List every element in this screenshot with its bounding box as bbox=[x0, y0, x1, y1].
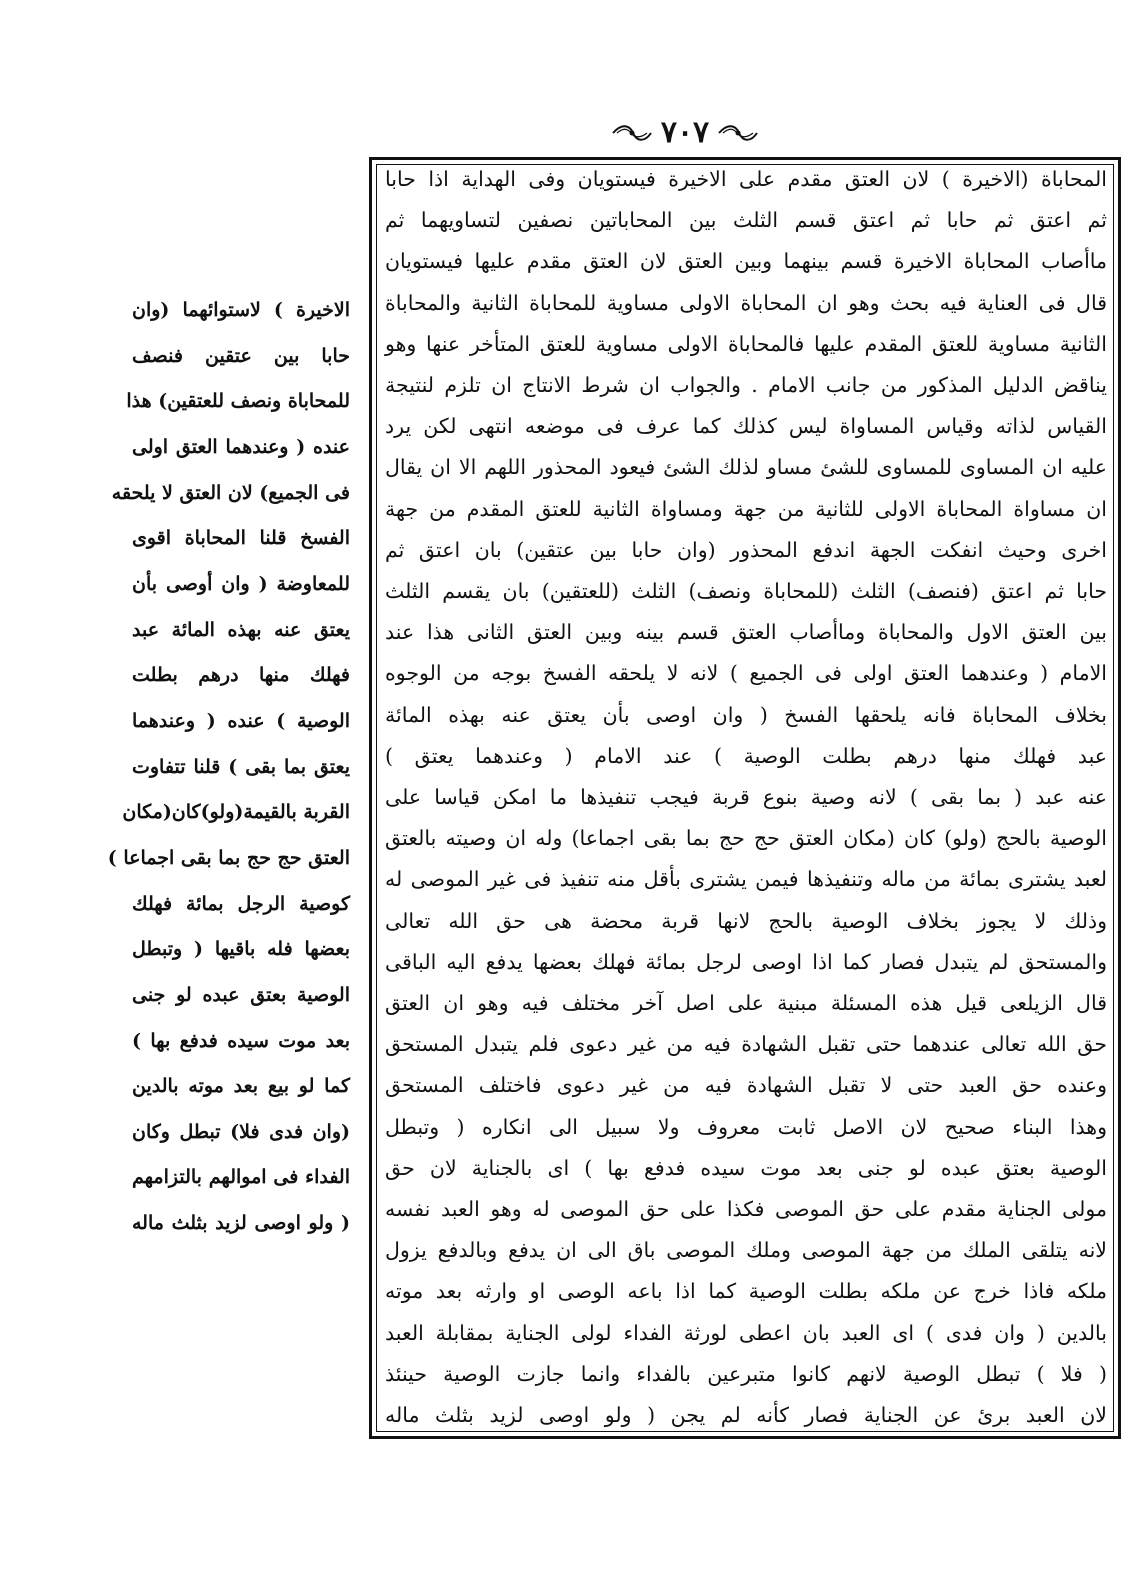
main-text-line: حق الله تعالى عندهما حتى تقبل الشهادة فيه من غير دعوى فلم يتبدل المستحق bbox=[385, 1032, 1107, 1057]
margin-text-line: الوصية بعتق عبده لو جنى bbox=[132, 983, 350, 1006]
main-text-line: اخرى وحيث انفكت الجهة اندفع المحذور (وان حابا بين عتقين) بان اعتق ثم bbox=[385, 537, 1107, 562]
main-text-line: الوصية بالحج (ولو) كان (مكان العتق حج حج بما بقى اجماعا) وله ان وصيته بالعتق bbox=[385, 826, 1107, 851]
main-text-line: والمستحق لم يتبدل فصار كما اذا اوصى لرجل بمائة فهلك بعضها يدفع اليه الباقى bbox=[385, 949, 1107, 974]
page-number: ٧٠٧ bbox=[660, 115, 710, 150]
main-text-line: بخلاف المحاباة فانه يلحقها الفسخ ( وان اوصى بأن يعتق عنه بهذه المائة bbox=[385, 702, 1107, 727]
main-text-line: عنه عبد ( بما بقى ) لانه وصية بنوع قربة فيجب تنفيذها ما امكن قياسا على bbox=[385, 785, 1107, 810]
main-text-line: ثم اعتق ثم حابا ثم اعتق قسم الثلث بين المحاباتين نصفين لتساويهما ثم bbox=[385, 208, 1107, 233]
main-text-line: بالدين ( وان فدى ) اى العبد بان اعطى لورثة الفداء لولى الجناية بمقابلة العبد bbox=[385, 1320, 1107, 1345]
margin-text-line: كوصية الرجل بمائة فهلك bbox=[132, 892, 350, 915]
margin-text-line: بعد موت سيده فدفع بها ) bbox=[132, 1029, 350, 1052]
main-text-line: الامام ( وعندهما العتق اولى فى الجميع ) لانه لا يلحقه الفسخ بوجه من الوجوه bbox=[385, 661, 1107, 686]
margin-text-line: فهلك منها درهم بطلت bbox=[132, 664, 350, 687]
main-text-line: وذلك لا يجوز بخلاف الوصية بالحج لانها قربة محضة هى حق الله تعالى bbox=[385, 908, 1107, 933]
margin-text-line: عنده ( وعندهما العتق اولى bbox=[132, 435, 350, 458]
main-text-line: القياس لذاته وقياس المساواة ليس كذلك كما عرف فى موضعه انتهى لكن يرد bbox=[385, 414, 1107, 439]
main-text-line: المحاباة (الاخيرة ) لان العتق مقدم على الاخيرة فيستويان وفى الهداية اذا حابا bbox=[385, 167, 1107, 191]
margin-text-line: للمعاوضة ( وان أوصى بأن bbox=[132, 572, 350, 595]
margin-text-body bbox=[107, 299, 350, 1235]
margin-text-line: فى الجميع) لان العتق لا يلحقه bbox=[111, 481, 350, 504]
main-text-line: ملكه فاذا خرج عن ملكه بطلت الوصية كما اذا باعه الوصى او وارثه بعد موته bbox=[385, 1279, 1107, 1304]
main-text-line: بين العتق الاول والمحاباة وماأصاب العتق قسم بينه وبين العتق الثانى هذا عند bbox=[385, 620, 1107, 645]
main-text-line: لعبد يشترى بمائة من ماله وتنفيذها فيمن يشترى بأقل منه تنفيذ فى غير الموصى له bbox=[385, 867, 1107, 892]
margin-text-line: الفسخ قلنا المحاباة اقوى bbox=[132, 527, 350, 550]
margin-text-line: يعتق عنه بهذه المائة عبد bbox=[132, 618, 350, 641]
main-text-line: لان العبد برئ عن الجناية فصار كأنه لم يجن ( ولو اوصى لزيد بثلث ماله bbox=[385, 1403, 1107, 1428]
margin-text-line: الفداء فى اموالهم بالتزامهم bbox=[132, 1166, 350, 1189]
main-text-body bbox=[385, 168, 1107, 1428]
main-text-line: وعنده حق العبد حتى لا تقبل الشهادة فيه من غير دعوى فاختلف المستحق bbox=[385, 1073, 1107, 1098]
margin-text-line: العتق حج حج بما بقى اجماعا ) bbox=[107, 846, 350, 869]
margin-text-line: ( ولو اوصى لزيد بثلث ماله bbox=[132, 1212, 350, 1235]
margin-text-line: الاخيرة ) لاستوائهما (وان bbox=[132, 299, 350, 321]
margin-text-line: حابا بين عتقين فنصف bbox=[132, 344, 350, 367]
main-text-line: الوصية بعتق عبده لو جنى بعد موت سيده فدفع بها ) اى بالجناية لان حق bbox=[385, 1155, 1107, 1180]
main-text-line: ( فلا ) تبطل الوصية لانهم كانوا متبرعين بالفداء وانما جازت الوصية حينئذ bbox=[385, 1361, 1107, 1386]
main-text-line: ماأصاب المحاباة الاخيرة قسم بينهما وبين العتق لان العتق مقدم عليها فيستويان bbox=[385, 249, 1107, 274]
main-text-line: وهذا البناء صحيح لان الاصل ثابت معروف ولا سبيل الى انكاره ( وتبطل bbox=[385, 1114, 1107, 1139]
main-text-line: عبد فهلك منها درهم بطلت الوصية ) عند الامام ( وعندهما يعتق ) bbox=[385, 743, 1107, 768]
main-text-line: قال الزيلعى قيل هذه المسئلة مبنية على اصل آخر مختلف فيه وهو ان العتق bbox=[385, 991, 1107, 1016]
margin-text-line: القربة بالقيمة(ولو)كان(مكان bbox=[122, 801, 350, 824]
ornament-right-icon bbox=[717, 122, 759, 144]
main-text-line: عليه ان المساوى للمساوى للشئ مساو لذلك الشئ فيعود المحذور اللهم الا ان يقال bbox=[385, 455, 1107, 480]
margin-text-line: للمحاباة ونصف للعتقين) هذا bbox=[126, 390, 350, 413]
main-text-line: قال فى العناية فيه بحث وهو ان المحاباة الاولى مساوية للمحاباة الثانية والمحاباة bbox=[385, 290, 1107, 315]
main-text-line: لانه يتلقى الملك من جهة الموصى وملك الموصى باق الى ان يدفع وبالدفع يزول bbox=[385, 1238, 1107, 1263]
main-text-line: يناقض الدليل المذكور من جانب الامام . والجواب ان شرط الانتاج ان تلزم لنتيجة bbox=[385, 373, 1107, 398]
margin-text-line: يعتق بما بقى ) قلنا تتفاوت bbox=[132, 755, 350, 778]
margin-text-line: بعضها فله باقيها ( وتبطل bbox=[132, 938, 350, 961]
main-text-line: مولى الجناية مقدم على حق الموصى فكذا على حق الموصى له وهو العبد نفسه bbox=[385, 1197, 1107, 1222]
ornament-left-icon bbox=[611, 122, 653, 144]
main-text-line: الثانية مساوية للعتق المقدم عليها فالمحاباة الاولى مساوية للعتق المتأخر عنها وهو bbox=[385, 331, 1107, 356]
margin-text-line: كما لو بيع بعد موته بالدين bbox=[132, 1075, 350, 1098]
margin-text-line: (وان فدى فلا) تبطل وكان bbox=[132, 1120, 350, 1143]
main-text-line: حابا ثم اعتق (فنصف) الثلث (للمحاباة ونصف) الثلث (للعتقين) بان يقسم الثلث bbox=[385, 579, 1107, 604]
margin-text-line: الوصية ) عنده ( وعندهما bbox=[132, 709, 350, 732]
main-text-line: ان مساواة المحاباة الاولى للثانية من جهة ومساواة الثانية للعتق المقدم من جهة bbox=[385, 496, 1107, 521]
page-header bbox=[600, 116, 770, 150]
